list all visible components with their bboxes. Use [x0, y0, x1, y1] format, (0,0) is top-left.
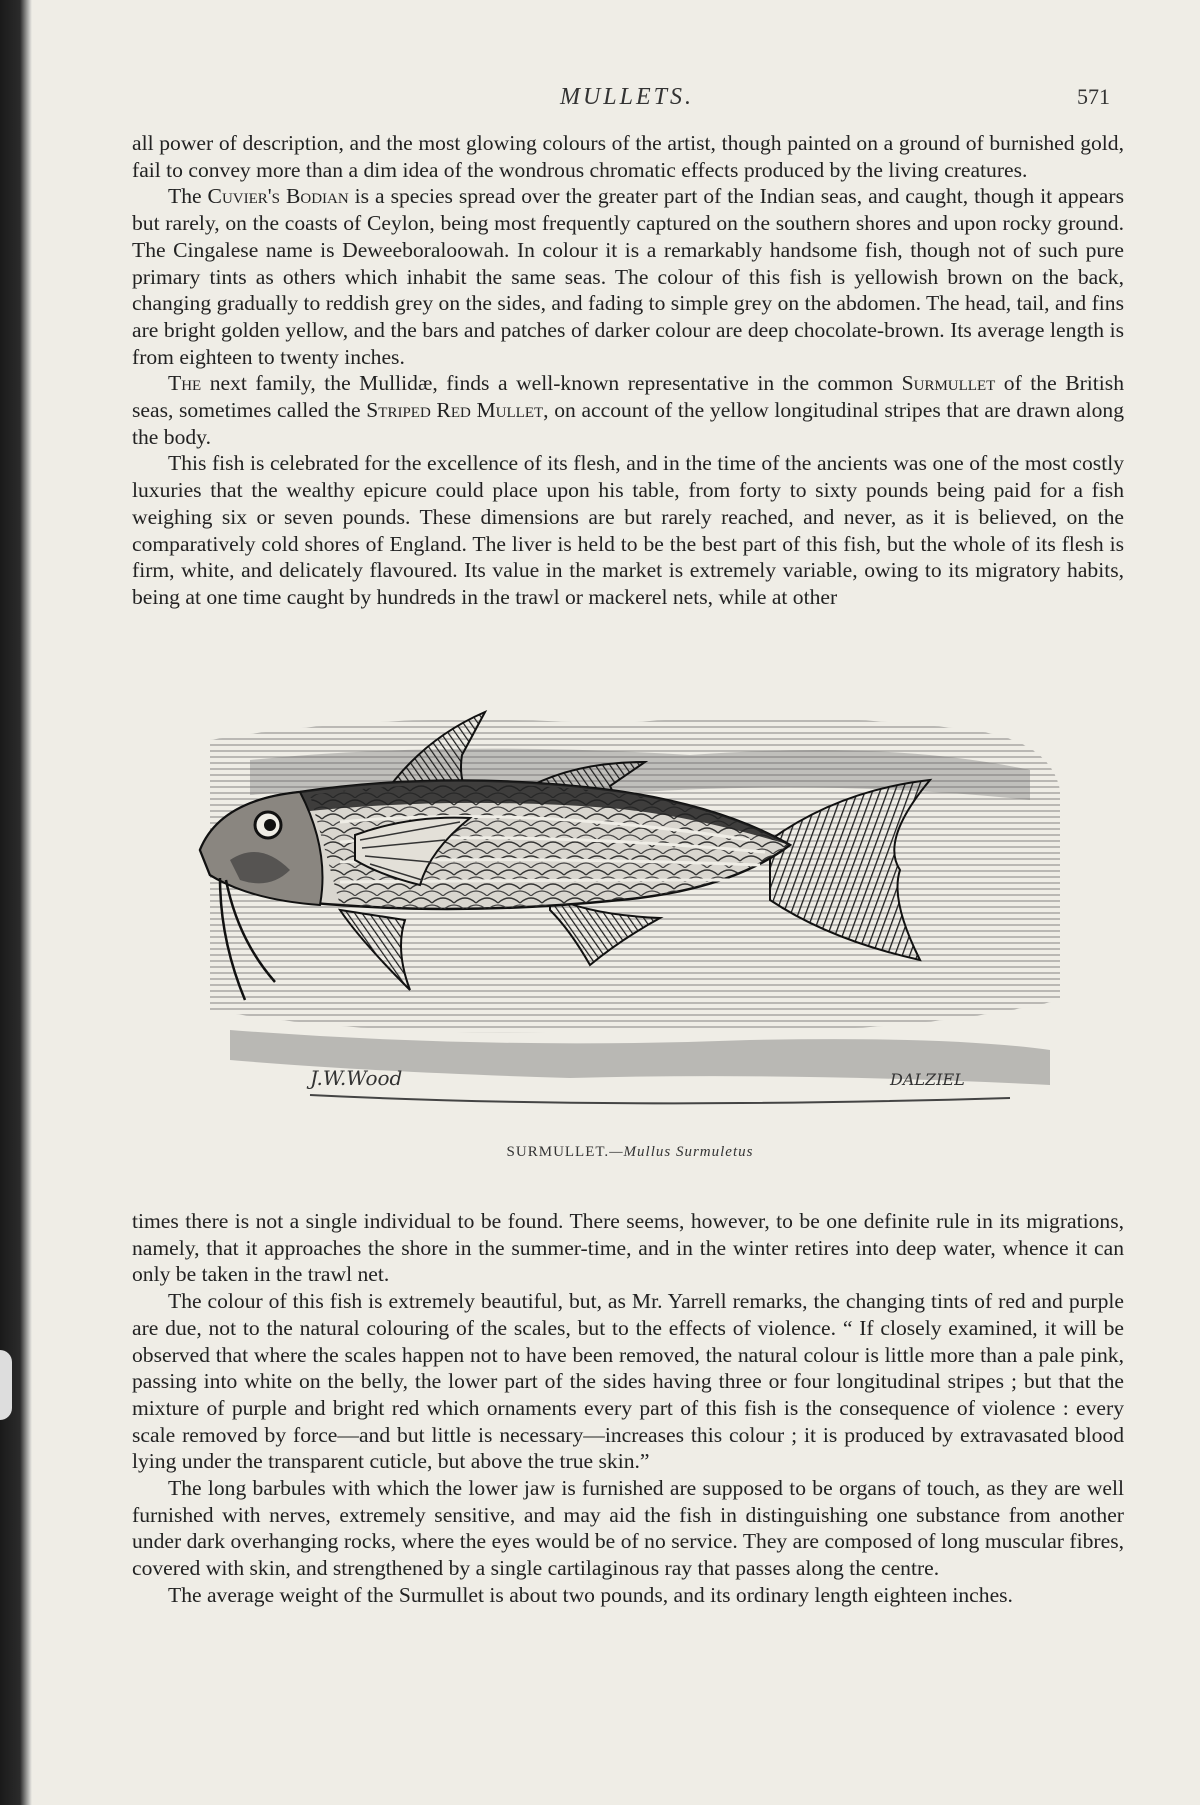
page-title: MULLETS.	[559, 84, 695, 110]
paragraph-text: The colour of this fish is extremely beautiful, but, as Mr. Yarrell remarks, the changing tints of red and purple are due, not to the natural colouring of the scales, but to the effects of violence. “ If closely examined, it will be observed that where the scales happen not to have been removed, the natural colour is little more than a pale pink, passing into white on the belly, the lower part of the sides having three or four longitudinal stripes ; but that the mixture of purple and bright red which ornaments every part of this fish is the consequence of violence : every scale removed by force—and but little is necessary—increases this colour ; it is produced by extravasated blood lying under the transparent cuticle, but above the true skin.”	[132, 1289, 1124, 1474]
paragraph-text: The	[168, 184, 208, 209]
paragraph	[132, 1208, 1124, 1288]
running-head	[132, 84, 1122, 118]
paragraph-text: next family, the Mullidæ, finds a well-known representative in the common	[201, 371, 902, 396]
fish-engraving	[190, 700, 1070, 1120]
paragraph-text: This fish is celebrated for the excellence of its flesh, and in the time of the ancients was one of the most costly luxuries that the wealthy epicure could place upon his table, from forty to sixty pounds being paid for a fish weighing six or seven pounds. These dimensions are but rarely reached, and never, as it is believed, on the comparatively cold shores of England. The liver is held to be the best part of this fish, but the whole of its flesh is firm, white, and delicately flavoured. Its value in the market is extremely variable, owing to its migratory habits, being at one time caught by hundreds in the trawl or mackerel nets, while at other	[132, 451, 1124, 609]
paragraph-text: The long barbules with which the lower jaw is furnished are supposed to be organs of touch, as they are well furnished with nerves, extremely sensitive, and may aid the fish in distinguishing one substance from another under dark overhanging rocks, where the eyes would be of no service. They are composed of long muscular fibres, covered with skin, and strengthened by a single cartilaginous ray that passes along the centre.	[132, 1476, 1124, 1581]
paragraph	[132, 1475, 1124, 1582]
page-edge-notch	[0, 1350, 12, 1420]
page-binding-edge	[0, 0, 32, 1805]
paragraph-text: , on account of the yellow longitudinal stripes that are drawn along the body.	[132, 398, 1124, 449]
small-caps-term: The	[168, 371, 202, 396]
paragraph	[132, 183, 1124, 370]
surmullet-illustration	[190, 700, 1070, 1120]
paragraph-text: of the British seas, sometimes called the	[132, 371, 1124, 423]
artist-signature: J.W.Wood	[310, 1066, 403, 1090]
paragraph	[132, 450, 1124, 610]
paragraph-text: times there is not a single individual to be found. There seems, however, to be one definite rule in its migrations, namely, that it approaches the shore in the summer-time, and in the winter retires into deep water, whence it can only be taken in the trawl net.	[132, 1209, 1124, 1287]
water-background	[210, 717, 1060, 1103]
paragraph-text: is a species spread over the greater part of the Indian seas, and caught, though it appears but rarely, on the coasts of Ceylon, being most frequently captured on the southern shores and upon rocky ground. The Cingalese name is Deweeboraloowah. In colour it is a remarkably handsome fish, though not of such pure primary tints as others which inhabit the same seas. The colour of this fish is yellowish brown on the back, changing gradually to reddish grey on the sides, and fading to simple grey on the abdomen. The head, tail, and fins are bright golden yellow, and the bars and patches of darker colour are deep chocolate-brown. Its average length is from eighteen to twenty inches.	[132, 184, 1124, 369]
text-block-top	[132, 130, 1124, 611]
text-block-bottom	[132, 1208, 1124, 1609]
small-caps-term: Surmullet	[901, 371, 996, 396]
figure-caption	[190, 1144, 1070, 1161]
caption-name: SURMULLET.	[506, 1144, 610, 1160]
page-number: 571	[1077, 84, 1110, 109]
paragraph	[132, 1582, 1124, 1609]
paragraph-text: all power of description, and the most glowing colours of the artist, though painted on a ground of burnished gold, fail to convey more than a dim idea of the wondrous chromatic effects produced by the living creatures.	[132, 131, 1124, 182]
paragraph	[132, 370, 1124, 450]
caption-species: —Mullus Surmuletus	[609, 1144, 754, 1160]
small-caps-term: Cuvier's Bodian	[207, 184, 349, 209]
paragraph-text: The average weight of the Surmullet is about two pounds, and its ordinary length eighteen inches.	[168, 1582, 1013, 1607]
paragraph	[132, 1288, 1124, 1475]
small-caps-term: Striped Red Mullet	[366, 398, 544, 423]
engraver-signature: DALZIEL	[890, 1070, 965, 1089]
paragraph	[132, 130, 1124, 183]
